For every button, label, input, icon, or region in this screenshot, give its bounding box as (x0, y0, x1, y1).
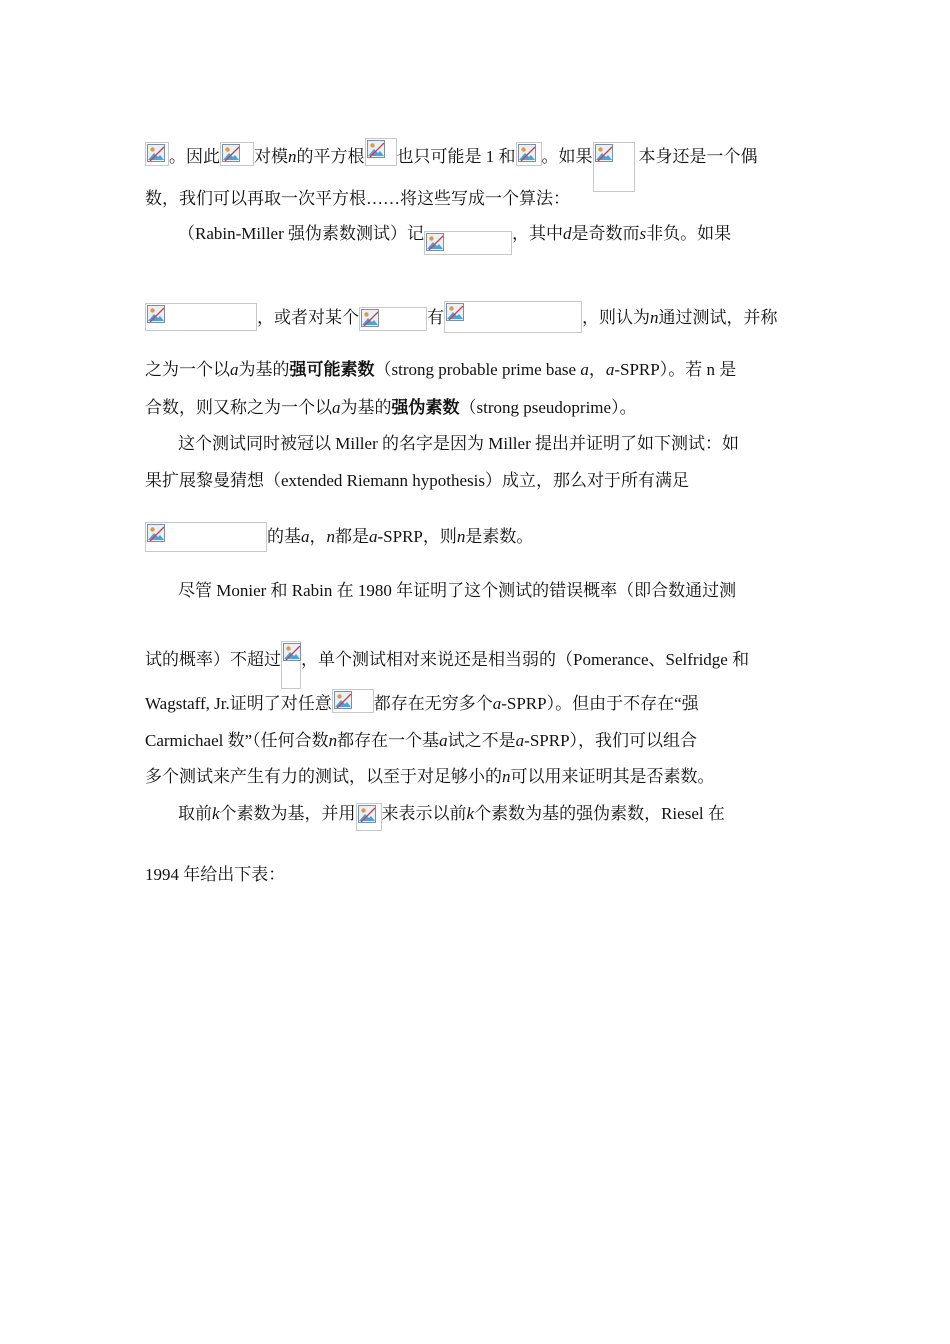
paragraph-line: 多个测试来产生有力的测试，以至于对足够小的n可以用来证明其是否素数。 (145, 767, 715, 786)
broken-image-icon (426, 233, 444, 251)
formula-image (281, 641, 301, 689)
broken-image-icon (334, 691, 352, 709)
paragraph-line: 合数，则又称之为一个以a为基的强伪素数（strong pseudoprime）。 (145, 398, 637, 417)
formula-image (444, 301, 582, 333)
paragraph-line: 数，我们可以再取一次平方根……将这些写成一个算法： (145, 189, 570, 208)
formula-image (145, 142, 169, 166)
paragraph-line: 之为一个以a为基的强可能素数（strong probable prime base a，a-SPRP）。若 n 是 (145, 360, 737, 379)
paragraph-line: 的基a，n都是a-SPRP，则n是素数。 (145, 522, 805, 546)
broken-image-icon (367, 140, 385, 158)
paragraph-line: 。因此 对模n的平方根 也只可能是 1 和 。如果 本身还是一个偶 (145, 138, 805, 162)
formula-image (145, 303, 257, 331)
broken-image-icon (446, 303, 464, 321)
broken-image-icon (147, 524, 165, 542)
formula-image (332, 689, 374, 713)
paragraph-line: （Rabin-Miller 强伪素数测试）记 ，其中d是奇数而s非负。如果 (178, 222, 805, 246)
formula-image (424, 231, 512, 255)
formula-image (145, 522, 267, 552)
paragraph-line: ，或者对某个 有 ，则认为n通过测试，并称 (145, 301, 805, 325)
formula-image (593, 142, 635, 192)
formula-image (365, 138, 397, 166)
broken-image-icon (283, 643, 301, 661)
paragraph-line: Carmichael 数”（任何合数n都存在一个基a试之不是a-SPRP），我们可以组合 (145, 731, 698, 750)
paragraph-line: 取前k个素数为基，并用 来表示以前k个素数为基的强伪素数，Riesel 在 (178, 802, 805, 826)
paragraph-line: 果扩展黎曼猜想（extended Riemann hypothesis）成立，那么对于所有满足 (145, 471, 689, 490)
broken-image-icon (595, 144, 613, 162)
broken-image-icon (518, 144, 536, 162)
broken-image-icon (358, 805, 376, 823)
formula-image (359, 307, 427, 331)
paragraph-line: 试的概率）不超过 ，单个测试相对来说还是相当弱的（Pomerance、Selfridge 和 (145, 641, 805, 665)
paragraph-line: Wagstaff, Jr.证明了对任意 都存在无穷多个a-SPRP）。但由于不存在“强 (145, 689, 805, 713)
broken-image-icon (147, 305, 165, 323)
paragraph-line: 这个测试同时被冠以 Miller 的名字是因为 Miller 提出并证明了如下测试：如 (178, 434, 739, 453)
formula-image (516, 142, 542, 166)
broken-image-icon (147, 144, 165, 162)
formula-image (220, 142, 254, 166)
paragraph-line: 1994 年给出下表： (145, 865, 286, 884)
formula-image (356, 803, 382, 831)
paragraph-line: 尽管 Monier 和 Rabin 在 1980 年证明了这个测试的错误概率（即合数通过测 (178, 581, 737, 600)
broken-image-icon (222, 144, 240, 162)
broken-image-icon (361, 309, 379, 327)
